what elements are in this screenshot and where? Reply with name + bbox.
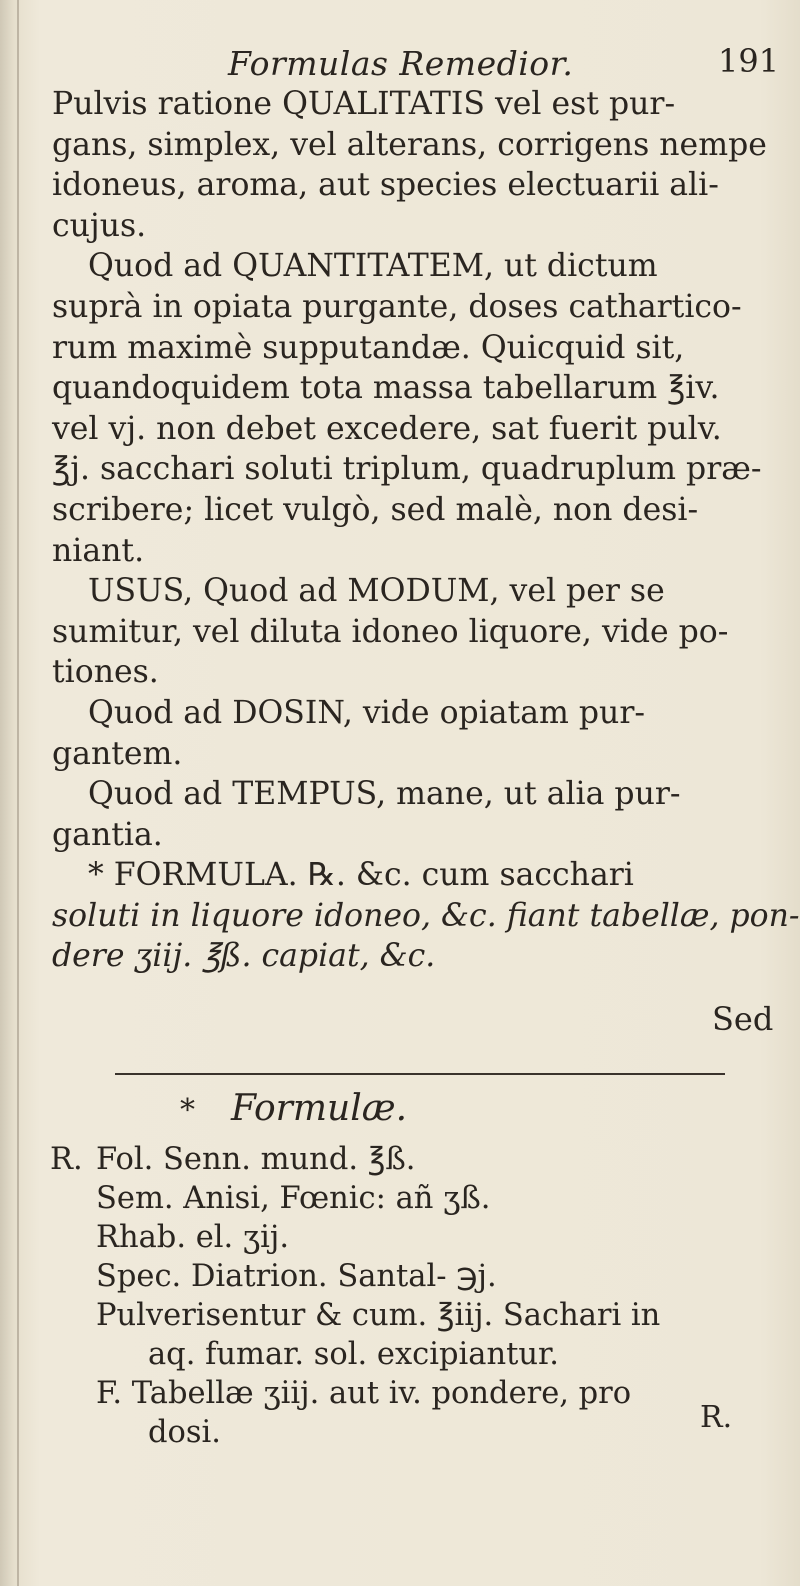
text-line: Quod ad QUANTITATEM, ut dictum xyxy=(88,248,658,285)
text-line: Pulvis ratione QUALITATIS vel est pur- xyxy=(52,86,676,122)
binding-gutter xyxy=(17,0,19,1586)
main-text xyxy=(52,84,800,977)
recipe-line: Spec. Diatrion. Santal- ℈j. xyxy=(96,1259,497,1294)
page-number: 191 xyxy=(718,42,780,80)
recipe-symbol: R. xyxy=(50,1142,83,1177)
text-line: gans, simplex, vel alterans, corrigens nempe xyxy=(52,126,767,163)
footnote-marker: * xyxy=(180,1093,195,1128)
recipe-block xyxy=(50,1140,780,1452)
text-line: cujus. xyxy=(52,207,147,244)
text-line: Quod ad TEMPUS, mane, ut alia pur- xyxy=(88,776,681,813)
text-line: gantem. xyxy=(52,735,183,772)
text-line: vel vj. non debet excedere, sat fuerit pulv. xyxy=(52,410,722,447)
text-line: sumitur, vel diluta idoneo liquore, vide po- xyxy=(52,613,729,650)
signature-mark: R. xyxy=(700,1400,733,1435)
text-line: suprà in opiata purgante, doses cathartico- xyxy=(52,288,742,325)
text-line: dere ʒiij. ℥ß. capiat, &c. xyxy=(52,938,436,975)
text-line: rum maximè supputandæ. Quicquid sit, xyxy=(52,329,685,366)
recipe-line: aq. fumar. sol. excipiantur. xyxy=(148,1337,559,1372)
text-line: gantia. xyxy=(52,816,163,853)
catchword: Sed xyxy=(712,1000,774,1038)
running-title: Formulas Remedior. xyxy=(228,44,574,83)
recipe-line: Pulverisentur & cum. ℥iij. Sachari in xyxy=(96,1298,661,1333)
text-line: soluti in liquore idoneo, &c. fiant tabellæ, pon- xyxy=(52,897,800,934)
footnote-rule xyxy=(115,1073,725,1075)
recipe-line: Sem. Anisi, Fœnic: añ ʒß. xyxy=(96,1181,491,1216)
recipe-line: dosi. xyxy=(148,1415,221,1450)
footnote-heading xyxy=(180,1088,680,1129)
page-header xyxy=(0,40,800,84)
text-line: quandoquidem tota massa tabellarum ℥iv. xyxy=(52,370,720,407)
text-line: tiones. xyxy=(52,654,159,691)
text-line: idoneus, aroma, aut species electuarii ali- xyxy=(52,167,719,204)
recipe-line: F. Tabellæ ʒiij. aut iv. pondere, pro xyxy=(96,1376,632,1411)
text-line: * FORMULA. ℞. &c. cum sacchari xyxy=(88,857,634,894)
text-line: Quod ad DOSIN, vide opiatam pur- xyxy=(88,694,646,731)
ingredient: Fol. Senn. mund. ℥ß. xyxy=(96,1142,416,1177)
text-line: USUS, Quod ad MODUM, vel per se xyxy=(88,573,665,610)
text-line: scribere; licet vulgò, sed malè, non desi- xyxy=(52,491,699,528)
text-line: niant. xyxy=(52,532,145,569)
recipe-line: Rhab. el. ʒij. xyxy=(96,1220,290,1255)
text-line: ℥j. sacchari soluti triplum, quadruplum præ- xyxy=(52,451,762,488)
footnote-title: Formulæ. xyxy=(231,1088,408,1129)
recipe-line xyxy=(50,1140,780,1179)
